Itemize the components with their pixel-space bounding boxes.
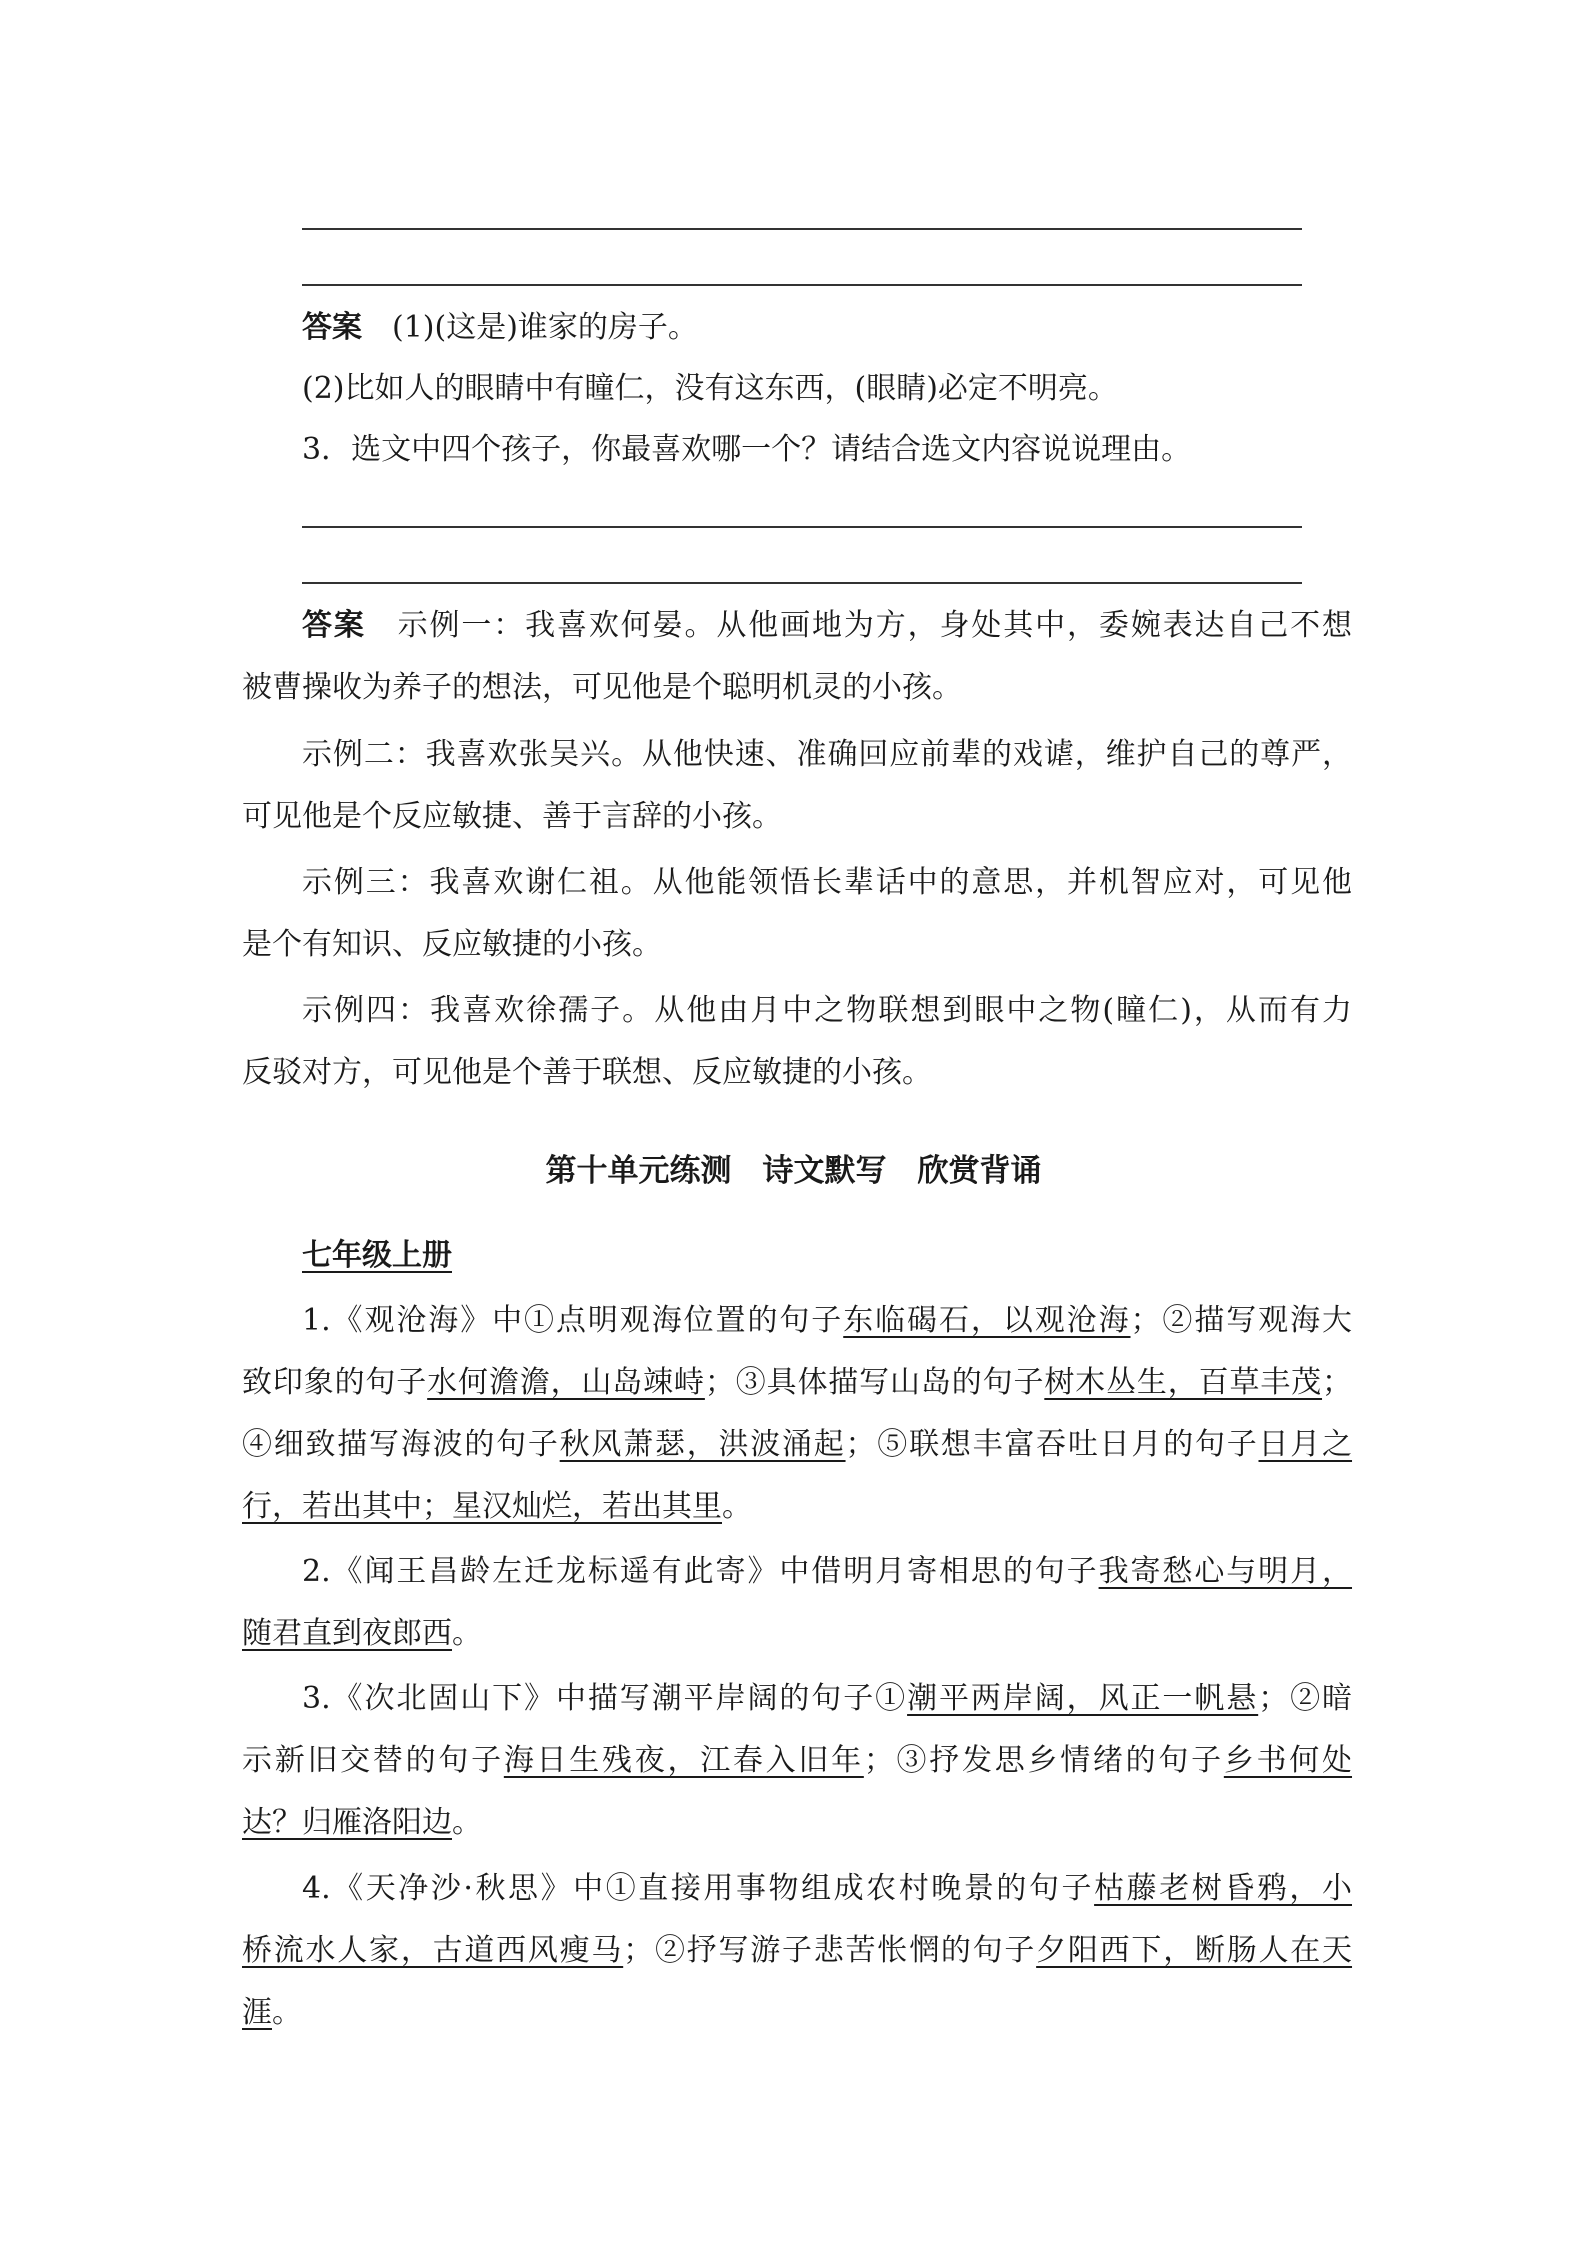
answer-blank-line	[302, 582, 1302, 584]
example-4-line-2: 反驳对方，可见他是个善于联想、反应敏捷的小孩。	[242, 1055, 932, 1090]
answer-underline: 水何澹澹，山岛竦峙	[427, 1365, 705, 1400]
answer-underline: 东临碣石，以观沧海	[843, 1303, 1131, 1338]
item-4-line-3: 涯。	[242, 1995, 302, 2030]
item-1-line-2: 致印象的句子水何澹澹，山岛竦峙；③具体描写山岛的句子树木丛生，百草丰茂；	[242, 1365, 1353, 1400]
answer-underline: 桥流水人家，古道西风瘦马	[242, 1933, 624, 1968]
unit-title: 第十单元练测 诗文默写 欣赏背诵	[545, 1153, 1042, 1189]
answer-underline: 潮平两岸阔，风正一帆悬	[907, 1681, 1259, 1716]
example-2-line-2: 可见他是个反应敏捷、善于言辞的小孩。	[242, 799, 782, 834]
answer-blank-line	[302, 526, 1302, 528]
answer-underline: 海日生残夜，江春入旧年	[503, 1743, 864, 1778]
answer-underline: 行，若出其中；星汉灿烂，若出其里	[242, 1489, 722, 1524]
question-3: 3．选文中四个孩子，你最喜欢哪一个？请结合选文内容说说理由。	[302, 432, 1192, 467]
answer-underline: 树木丛生，百草丰茂	[1044, 1365, 1323, 1400]
answer-underline: 随君直到夜郎西	[242, 1616, 452, 1651]
answer-underline: 秋风萧瑟，洪波涌起	[559, 1427, 846, 1462]
answer-underline: 达？归雁洛阳边	[242, 1805, 452, 1840]
answer-underline: 乡书何处	[1223, 1743, 1353, 1778]
answer-underline: 枯藤老树昏鸦，小	[1094, 1871, 1352, 1906]
item-3-line-3: 达？归雁洛阳边。	[242, 1805, 482, 1840]
answer-line-2: (2)比如人的眼睛中有瞳仁，没有这东西，(眼睛)必定不明亮。	[302, 371, 1118, 406]
example-4-line-1: 示例四：我喜欢徐孺子。从他由月中之物联想到眼中之物(瞳仁)，从而有力	[302, 993, 1352, 1028]
item-4-line-2: 桥流水人家，古道西风瘦马；②抒写游子悲苦怅惘的句子夕阳西下，断肠人在天	[242, 1933, 1353, 1968]
example-2-line-1: 示例二：我喜欢张吴兴。从他快速、准确回应前辈的戏谑，维护自己的尊严，	[302, 737, 1352, 772]
item-2-line-2: 随君直到夜郎西。	[242, 1616, 482, 1651]
item-1-line-3: ④细致描写海波的句子秋风萧瑟，洪波涌起；⑤联想丰富吞吐日月的句子日月之	[242, 1427, 1353, 1462]
answer-underline: 我寄愁心与明月，	[1098, 1554, 1353, 1589]
answer-underline: 日月之	[1258, 1427, 1353, 1462]
example-3-line-2: 是个有知识、反应敏捷的小孩。	[242, 927, 662, 962]
item-2-line-1: 2.《闻王昌龄左迁龙标遥有此寄》中借明月寄相思的句子我寄愁心与明月，	[302, 1554, 1353, 1589]
item-1-line-1: 1.《观沧海》中①点明观海位置的句子东临碣石，以观沧海；②描写观海大	[302, 1303, 1353, 1338]
item-1-line-4: 行，若出其中；星汉灿烂，若出其里。	[242, 1489, 752, 1524]
example-1-line-2: 被曹操收为养子的想法，可见他是个聪明机灵的小孩。	[242, 670, 962, 705]
answer-blank-line	[302, 228, 1302, 230]
grade-heading: 七年级上册	[302, 1238, 452, 1273]
answer-label: 答案	[302, 608, 366, 643]
item-3-line-1: 3.《次北固山下》中描写潮平岸阔的句子①潮平两岸阔，风正一帆悬；②暗	[302, 1681, 1353, 1716]
item-4-line-1: 4.《天净沙·秋思》中①直接用事物组成农村晚景的句子枯藤老树昏鸦，小	[302, 1871, 1352, 1906]
answer-label: 答案	[302, 310, 362, 345]
answer-text: (1)(这是)谁家的房子。	[392, 310, 698, 345]
answer-underline: 夕阳西下，断肠人在天	[1036, 1933, 1353, 1968]
item-3-line-2: 示新旧交替的句子海日生残夜，江春入旧年；③抒发思乡情绪的句子乡书何处	[242, 1743, 1353, 1778]
answer-blank-line	[302, 284, 1302, 286]
example-3-line-1: 示例三：我喜欢谢仁祖。从他能领悟长辈话中的意思，并机智应对，可见他	[302, 865, 1352, 900]
answer-underline: 涯	[242, 1995, 272, 2030]
example-1-line-1: 答案 示例一：我喜欢何晏。从他画地为方，身处其中，委婉表达自己不想	[302, 608, 1352, 643]
answer-line-1	[302, 297, 1352, 359]
